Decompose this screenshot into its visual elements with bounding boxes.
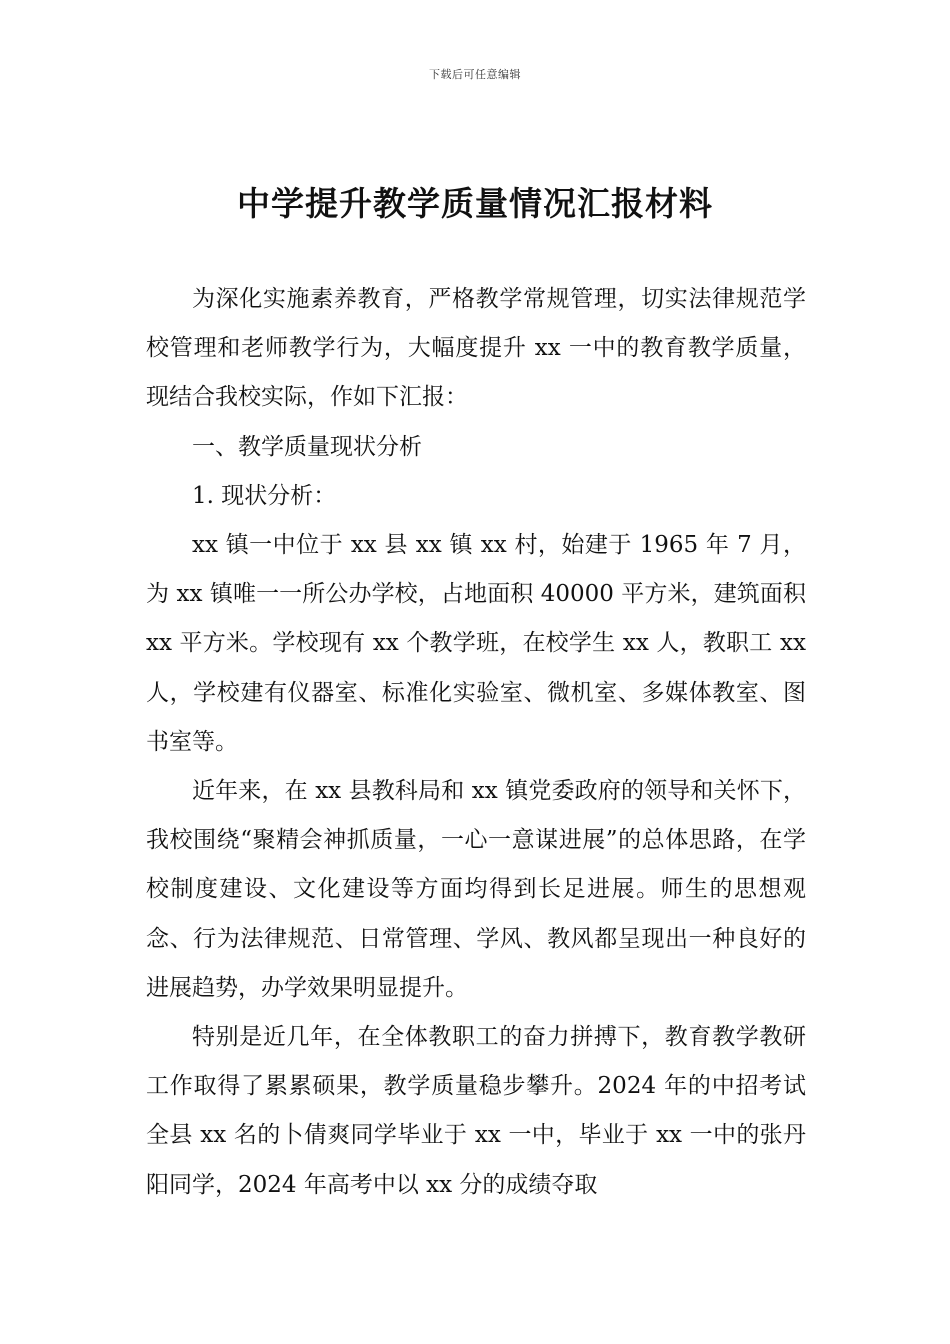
paragraph-school-overview: xx 镇一中位于 xx 县 xx 镇 xx 村，始建于 1965 年 7 月，为 xx 镇唯一一所公办学校，占地面积 40000 平方米，建筑面积 xx 平方米。学校现有 xx 个教学班，在校学生 xx 人，教职工 xx 人，学校建有仪器室、标准化实验室、微机室、多媒体教室、图书室等。	[146, 532, 806, 755]
paragraph-achievements: 特别是近几年，在全体教职工的奋力拼搏下，教育教学教研工作取得了累累硕果，教学质量稳步攀升。2024 年的中招考试全县 xx 名的卜倩爽同学毕业于 xx 一中，毕业于 xx 一中的张丹阳同学，2024 年高考中以 xx 分的成绩夺取	[146, 1024, 806, 1198]
paragraph-recent-years: 近年来，在 xx 县教科局和 xx 镇党委政府的领导和关怀下，我校围绕“聚精会神抓质量，一心一意谋进展”的总体思路，在学校制度建设、文化建设等方面均得到长足进展。师生的思想观念、行为法律规范、日常管理、学风、教风都呈现出一种良好的进展趋势，办学效果明显提升。	[146, 778, 806, 1001]
header-note: 下载后可任意编辑	[429, 68, 521, 81]
subsection-heading: 1. 现状分析：	[192, 482, 337, 509]
document-body	[146, 275, 806, 1210]
page-title: 中学提升教学质量情况汇报材料	[237, 184, 713, 223]
section-heading: 一、教学质量现状分析	[192, 433, 422, 460]
paragraph-intro: 为深化实施素养教育，严格教学常规管理，切实法律规范学校管理和老师教学行为，大幅度提升 xx 一中的教育教学质量，现结合我校实际，作如下汇报：	[146, 286, 806, 411]
